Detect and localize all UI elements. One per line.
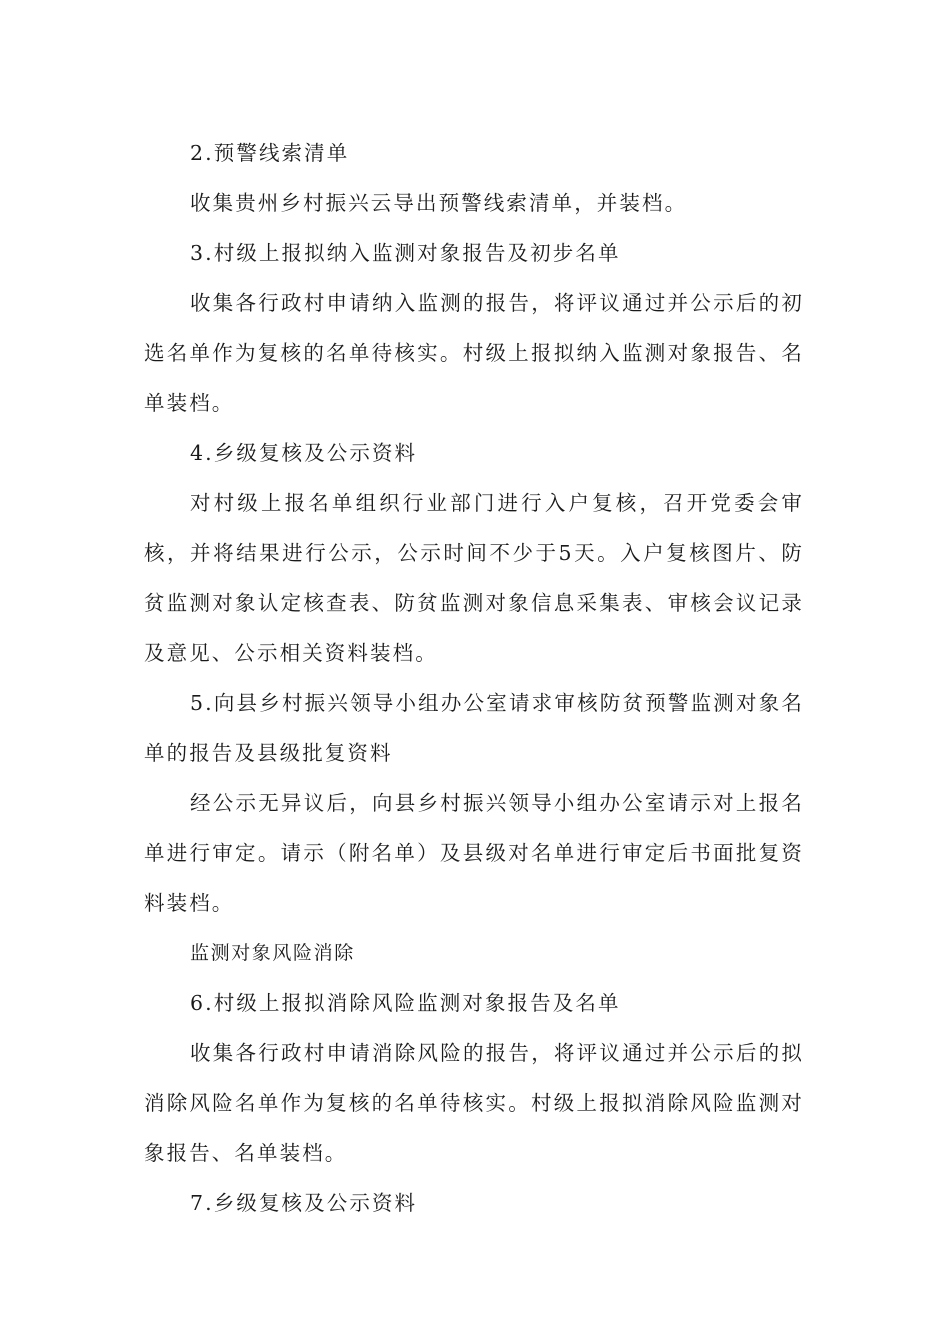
item-heading-3: 3.村级上报拟纳入监测对象报告及初步名单 <box>190 241 621 265</box>
document-body <box>144 128 804 1228</box>
section-heading-risk-elimination: 监测对象风险消除 <box>190 942 355 964</box>
item-heading-2: 2.预警线索清单 <box>190 141 350 165</box>
paragraph-risk-elimination-report: 收集各行政村申请消除风险的报告，将评议通过并公示后的拟消除风险名单作为复核的名单待核实。村级上报拟消除风险监测对象报告、名单装档。 <box>144 1041 804 1165</box>
paragraph-county-approval: 经公示无异议后，向县乡村振兴领导小组办公室请示对上报名单进行审定。请示（附名单）及县级对名单进行审定后书面批复资料装档。 <box>144 791 804 915</box>
item-heading-6: 6.村级上报拟消除风险监测对象报告及名单 <box>190 991 621 1015</box>
paragraph-village-report: 收集各行政村申请纳入监测的报告，将评议通过并公示后的初选名单作为复核的名单待核实。村级上报拟纳入监测对象报告、名单装档。 <box>144 291 804 415</box>
paragraph-township-review: 对村级上报名单组织行业部门进行入户复核，召开党委会审核，并将结果进行公示，公示时间不少于5天。入户复核图片、防贫监测对象认定核查表、防贫监测对象信息采集表、审核会议记录及意见、公示相关资料装档。 <box>144 491 804 665</box>
paragraph-warning-clues: 收集贵州乡村振兴云导出预警线索清单，并装档。 <box>190 191 688 215</box>
item-heading-4: 4.乡级复核及公示资料 <box>190 441 418 465</box>
item-heading-5: 5.向县乡村振兴领导小组办公室请求审核防贫预警监测对象名单的报告及县级批复资料 <box>144 691 804 765</box>
item-heading-7: 7.乡级复核及公示资料 <box>190 1191 418 1215</box>
